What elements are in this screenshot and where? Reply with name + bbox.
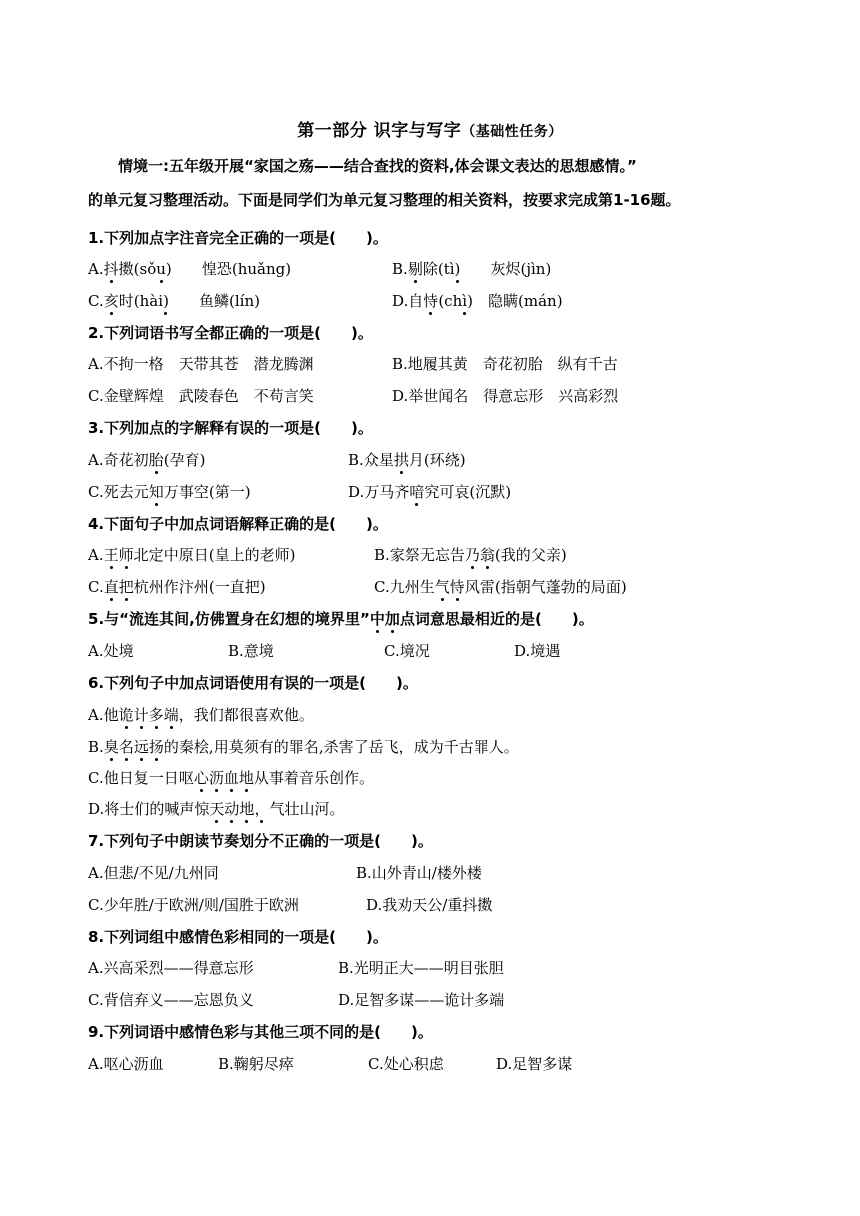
question-2-option-b: B.地履其黄 奇花初胎 纵有千古 xyxy=(392,355,618,373)
section-title-sub: （基础性任务） xyxy=(461,124,563,140)
question-4-option-a: A.王师北定中原日(皇上的老师) xyxy=(88,546,296,564)
question-3-option-d: D.万马齐喑究可哀(沉默) xyxy=(348,483,512,501)
question-2-option-d: D.举世闻名 得意忘形 兴高彩烈 xyxy=(392,387,619,405)
question-8-options-row-2 xyxy=(88,989,808,1013)
question-9-stem: 9.下列词语中感情色彩与其他三项不同的是( )。 xyxy=(88,1023,433,1041)
question-3-option-b: B.众星拱月(环绕) xyxy=(348,451,466,469)
question-5-option-b: B.意境 xyxy=(228,642,274,660)
question-1-options-row-2 xyxy=(88,290,808,314)
question-6-option-a: A.他诡计多端，我们都很喜欢他。 xyxy=(88,706,314,724)
section-title-main: 第一部分 识字与写字 xyxy=(297,121,462,141)
question-3-option-a: A.奇花初胎(孕育) xyxy=(88,451,206,469)
question-9-option-b: B.鞠躬尽瘁 xyxy=(218,1055,294,1073)
question-6-option-c: C.他日复一日呕心沥血地从事着音乐创作。 xyxy=(88,769,375,787)
question-3-options-row-1 xyxy=(88,449,808,473)
question-4-option-d: C.九州生气恃风雷(指朝气蓬勃的局面) xyxy=(374,578,627,596)
question-9-option-a: A.呕心沥血 xyxy=(88,1055,164,1073)
question-1-option-b: B.剔除(tì) 灰烬(jìn) xyxy=(392,260,552,278)
question-5-option-c: C.境况 xyxy=(384,642,430,660)
question-8-option-d: D.足智多谋——诡计多端 xyxy=(338,991,505,1009)
question-7-option-a: A.但悲/不见/九州同 xyxy=(88,864,219,882)
question-2-option-c: C.金壁辉煌 武陵春色 不苟言笑 xyxy=(88,387,314,405)
question-9-options-row xyxy=(88,1053,808,1077)
question-7-option-d: D.我劝天公/重抖擞 xyxy=(366,896,493,914)
question-8-option-a: A.兴高采烈——得意忘形 xyxy=(88,959,254,977)
question-6-stem: 6.下列句子中加点词语使用有误的一项是( )。 xyxy=(88,674,418,692)
intro-line-1: 情境一:五年级开展“家国之殇——结合查找的资料,体会课文表达的思想感情。” xyxy=(118,157,637,175)
question-2-options-row-1 xyxy=(88,353,808,377)
question-3-option-c: C.死去元知万事空(第一) xyxy=(88,483,251,501)
question-1-option-c: C.亥时(hài) 鱼鳞(lín) xyxy=(88,292,260,310)
question-5-option-a: A.处境 xyxy=(88,642,134,660)
question-8-options-row-1 xyxy=(88,957,808,981)
question-9-option-c: C.处心积虑 xyxy=(368,1055,444,1073)
question-3-stem: 3.下列加点的字解释有误的一项是( )。 xyxy=(88,419,373,437)
question-4-option-c: C.直把杭州作汴州(一直把) xyxy=(88,578,266,596)
question-5-option-d: D.境遇 xyxy=(514,642,561,660)
question-8-option-b: B.光明正大——明目张胆 xyxy=(338,959,504,977)
question-7-option-c: C.少年胜/于欧洲/则/国胜于欧洲 xyxy=(88,896,299,914)
question-2-stem: 2.下列词语书写全都正确的一项是( )。 xyxy=(88,324,373,342)
question-6-option-b: B.臭名远扬的秦桧,用莫须有的罪名,杀害了岳飞，成为千古罪人。 xyxy=(88,738,519,756)
question-4-options-row-2 xyxy=(88,576,808,600)
question-1-option-a: A.抖擞(sǒu) 惶恐(huǎng) xyxy=(88,260,292,278)
question-1-stem: 1.下列加点字注音完全正确的一项是( )。 xyxy=(88,229,388,247)
question-5-stem: 5.与“流连其间,仿佛置身在幻想的境界里”中加点词意思最相近的是( )。 xyxy=(88,610,594,628)
question-7-option-b: B.山外青山/楼外楼 xyxy=(356,864,482,882)
question-4-options-row-1 xyxy=(88,544,808,568)
intro-line-2: 的单元复习整理活动。下面是同学们为单元复习整理的相关资料，按要求完成第1-16题。 xyxy=(88,191,681,209)
question-7-options-row-1 xyxy=(88,862,808,886)
question-1-option-d: D.自恃(chì) 隐瞒(mán) xyxy=(392,292,563,310)
question-7-options-row-2 xyxy=(88,894,808,918)
question-9-option-d: D.足智多谋 xyxy=(496,1055,573,1073)
question-8-stem: 8.下列词组中感情色彩相同的一项是( )。 xyxy=(88,928,388,946)
question-1-options-row-1 xyxy=(88,258,808,282)
question-2-options-row-2 xyxy=(88,385,808,409)
question-6-option-d: D.将士们的喊声惊天动地，气壮山河。 xyxy=(88,800,345,818)
question-8-option-c: C.背信弃义——忘恩负义 xyxy=(88,991,254,1009)
question-3-options-row-2 xyxy=(88,481,808,505)
question-7-stem: 7.下列句子中朗读节奏划分不正确的一项是( )。 xyxy=(88,832,433,850)
question-4-option-b: B.家祭无忘告乃翁(我的父亲) xyxy=(374,546,567,564)
section-title xyxy=(0,116,860,141)
question-2-option-a: A.不拘一格 天带其苍 潜龙腾渊 xyxy=(88,355,314,373)
question-4-stem: 4.下面句子中加点词语解释正确的是( )。 xyxy=(88,515,388,533)
question-5-options-row xyxy=(88,640,808,664)
